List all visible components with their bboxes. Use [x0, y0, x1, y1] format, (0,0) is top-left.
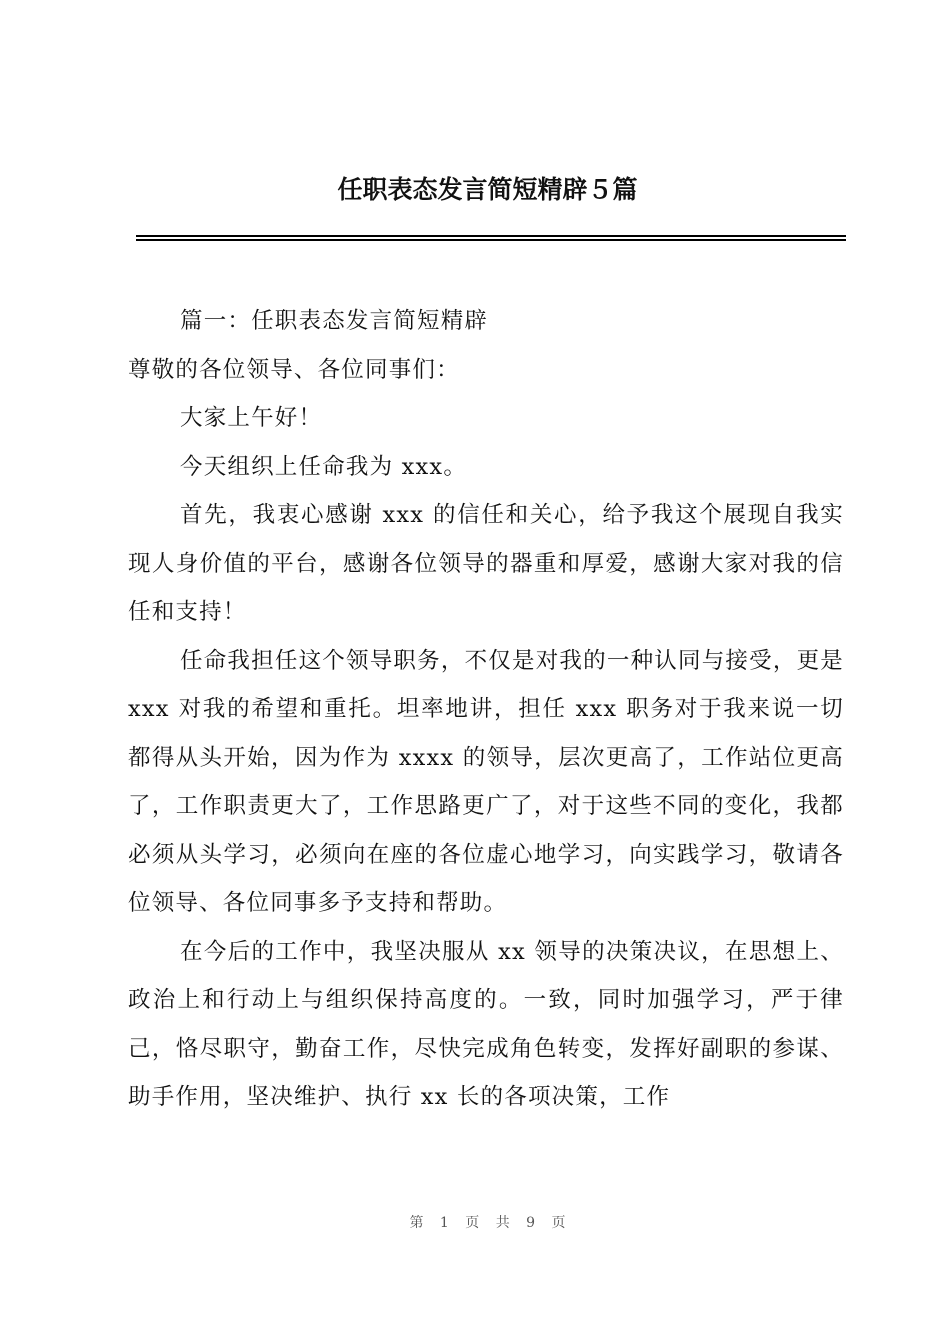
document-body	[128, 297, 844, 1122]
page-title: 任职表态发言简短精辟５篇	[337, 175, 638, 204]
title-divider	[136, 235, 846, 241]
greeting-paragraph: 大家上午好！	[180, 405, 323, 431]
salutation: 尊敬的各位领导、各位同事们：	[128, 356, 460, 383]
page-number-footer: 第 1 页 共 9 页	[409, 1215, 566, 1231]
body-paragraph: 今天组织上任命我为 xxx。	[180, 453, 468, 480]
section-heading: 篇一：任职表态发言简短精辟	[180, 308, 489, 334]
body-paragraph: 在今后的工作中，我坚决服从 xx 领导的决策决议，在思想上、政治上和行动上与组织保持高度的。一致，同时加强学习，严于律己，恪尽职守，勤奋工作，尽快完成角色转变，发挥好副职的参谋、助手作用，坚决维护、执行 xx 长的各项决策，工作	[128, 938, 844, 1110]
body-paragraph: 任命我担任这个领导职务，不仅是对我的一种认同与接受，更是 xxx 对我的希望和重托。坦率地讲，担任 xxx 职务对于我来说一切都得从头开始，因为作为 xxxx 的领导，层次更高了，工作站位更高了，工作职责更大了，工作思路更广了，对于这些不同的变化，我都必须从头学习，必须向在座的各位虚心地学习，向实践学习，敬请各位领导、各位同事多予支持和帮助。	[128, 647, 844, 916]
body-paragraph: 首先，我衷心感谢 xxx 的信任和关心，给予我这个展现自我实现人身价值的平台，感谢各位领导的器重和厚爱，感谢大家对我的信任和支持！	[128, 502, 844, 625]
